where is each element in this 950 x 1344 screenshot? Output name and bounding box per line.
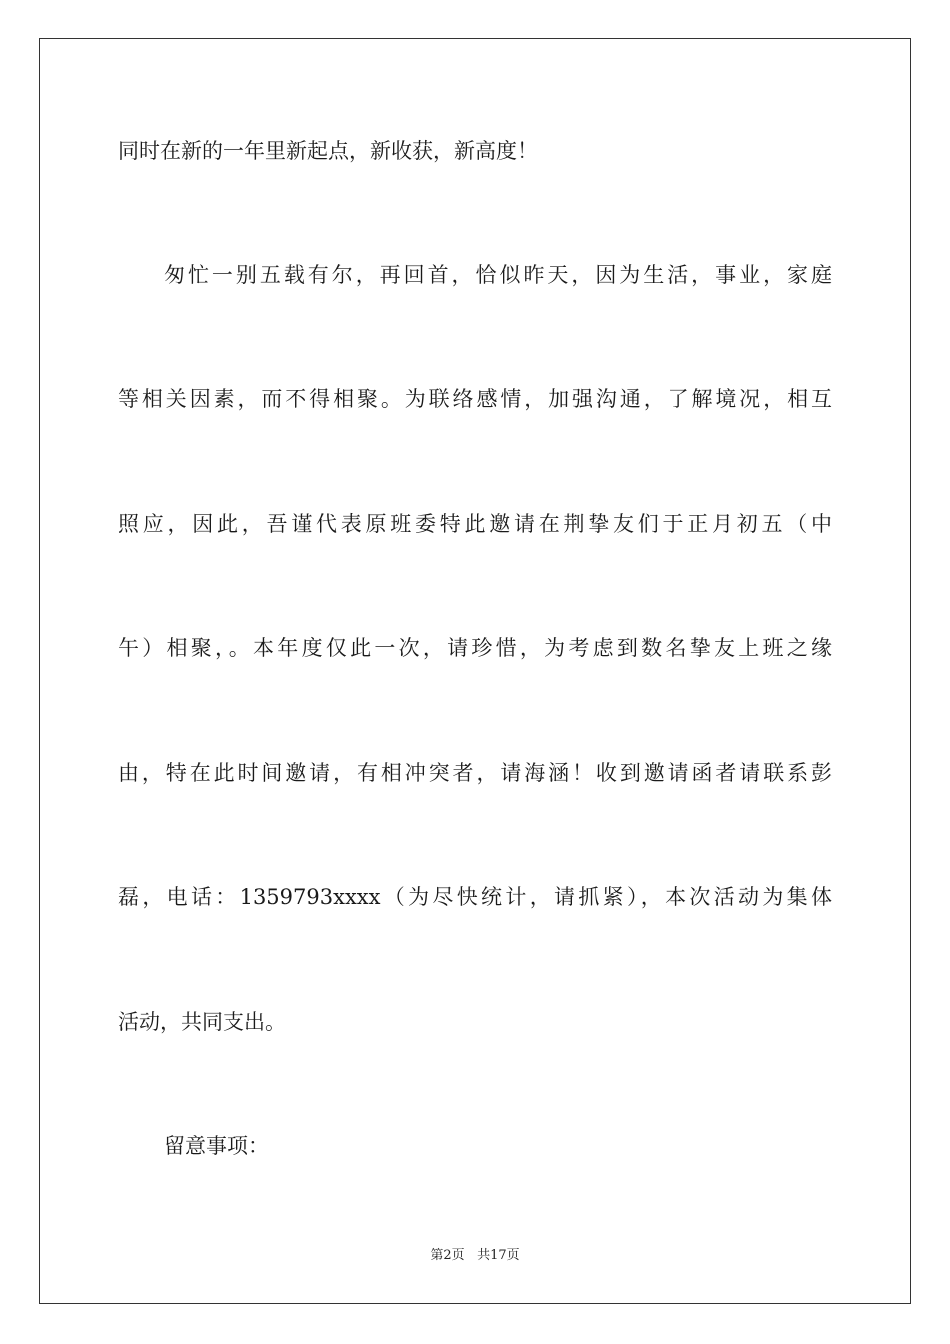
text-line: 午）相聚，。本年度仅此一次，请珍惜，为考虑到数名挚友上班之缘 [118, 636, 832, 660]
page-footer [0, 1247, 950, 1265]
text-line: 活动，共同支出。 [118, 1010, 286, 1034]
text-line: 等相关因素，而不得相聚。为联络感情，加强沟通，了解境况，相互 [118, 387, 832, 411]
text-line: 留意事项： [164, 1134, 269, 1158]
text-line: 同时在新的一年里新起点，新收获，新高度！ [118, 139, 538, 163]
text-line: 磊，电话：1359793xxxx（为尽快统计，请抓紧），本次活动为集体 [118, 885, 832, 909]
page-number: 第2页 [430, 1248, 465, 1263]
text-line: 由，特在此时间邀请，有相冲突者，请海涵！收到邀请函者请联系彭 [118, 761, 832, 785]
text-line: 匆忙一别五载有尔，再回首，恰似昨天，因为生活，事业，家庭 [164, 263, 832, 287]
text-line: 照应，因此，吾谨代表原班委特此邀请在荆挚友们于正月初五（中 [118, 512, 832, 536]
page-border [39, 38, 911, 1304]
page-total: 共17页 [477, 1248, 520, 1263]
